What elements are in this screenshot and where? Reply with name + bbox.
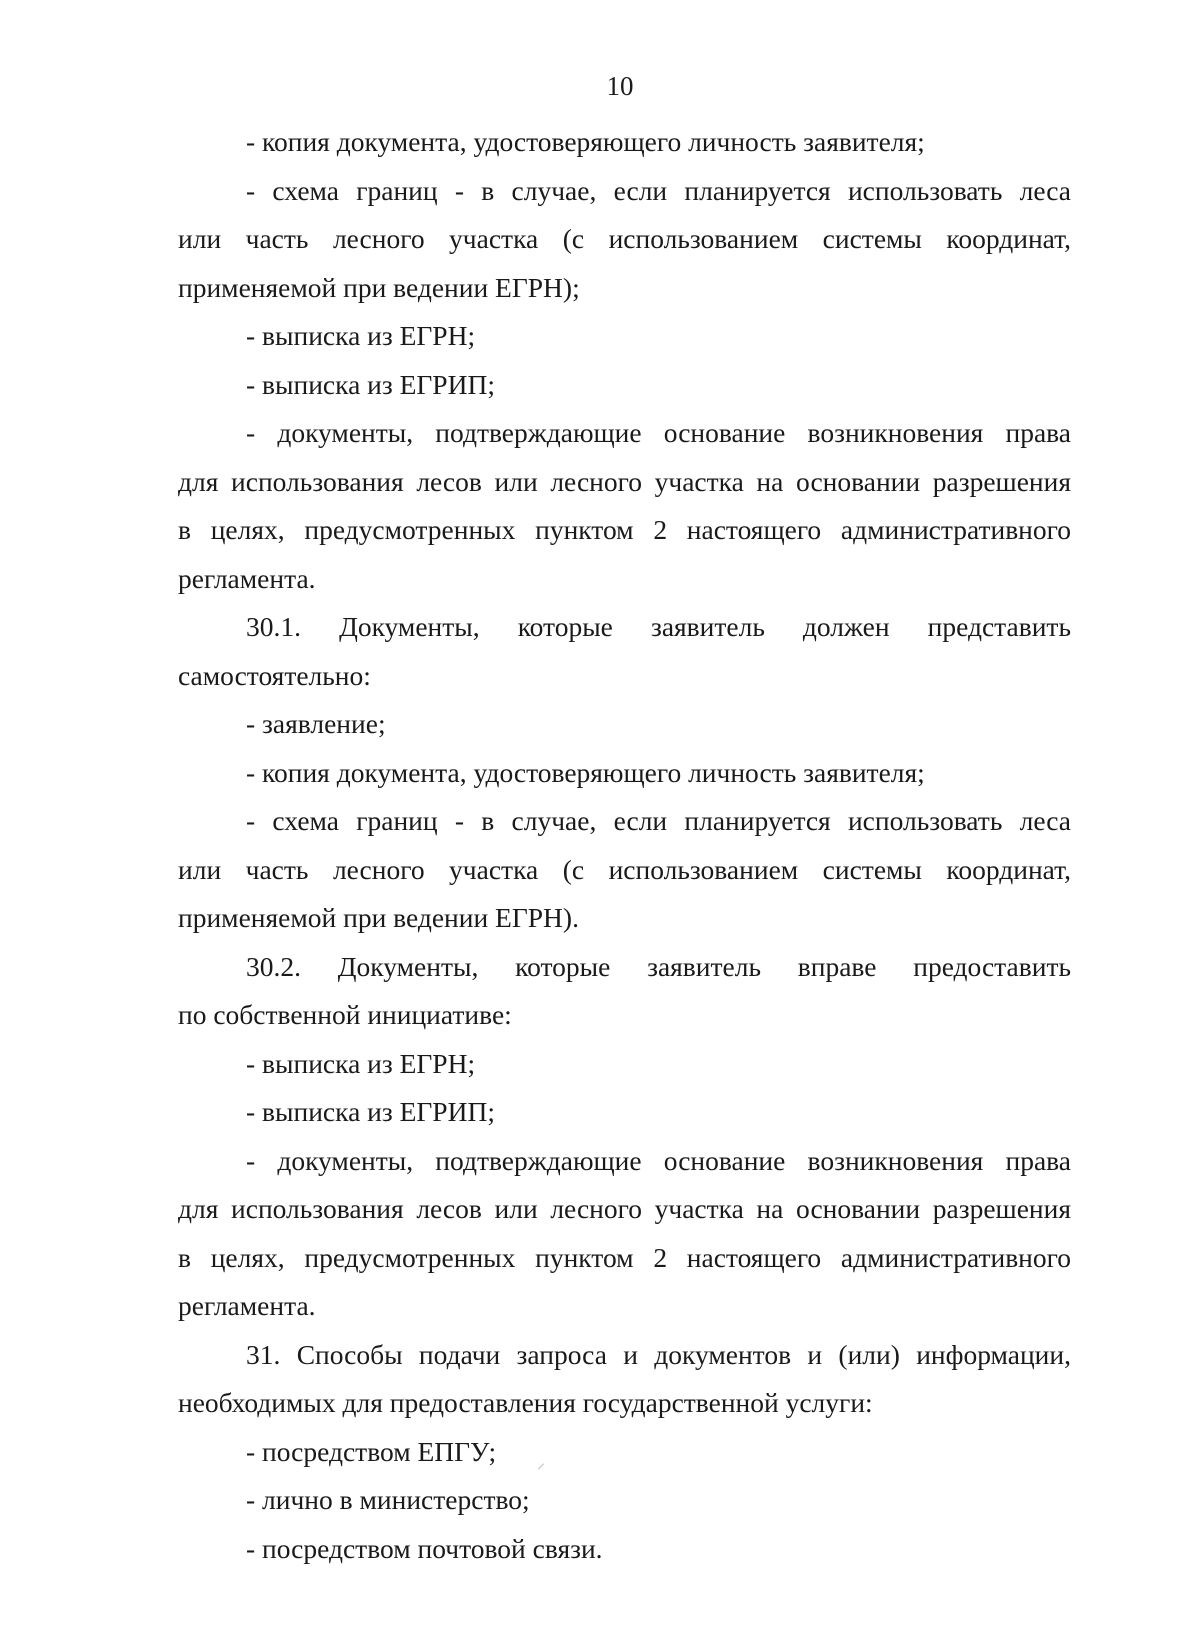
text-line: - посредством почтовой связи. [246,1532,603,1564]
text-line: в целях, предусмотренных пунктом 2 настоящего административного [178,1241,1071,1273]
text-line: - выписка из ЕГРН; [246,320,476,351]
text-line: - лично в министерство; [246,1484,530,1515]
document-body [178,118,1071,1573]
text-line: применяемой при ведении ЕГРН); [178,271,580,303]
text-line: - документы, подтверждающие основание возникновения права [246,417,1071,448]
text-line: - документы, подтверждающие основание возникновения права [246,1144,1071,1176]
text-line: для использования лесов или лесного участка на основании разрешения [178,1193,1071,1224]
text-line: - выписка из ЕГРИП; [246,368,495,400]
text-line: 30.2. Документы, которые заявитель вправе предоставить [246,950,1071,982]
text-line: или часть лесного участка (с использованием системы координат, [178,853,1071,885]
text-line: применяемой при ведении ЕГРН). [178,902,579,933]
text-line: необходимых для предоставления государственной услуги: [178,1387,873,1418]
text-line: - выписка из ЕГРИП; [246,1096,495,1127]
text-line: регламента. [178,562,316,594]
text-line: в целях, предусмотренных пунктом 2 настоящего административного [178,514,1071,545]
text-line: - копия документа, удостоверяющего личность заявителя; [246,126,925,157]
text-line: регламента. [178,1290,316,1321]
text-line: или часть лесного участка (с использованием системы координат, [178,223,1071,254]
text-line: - посредством ЕПГУ; [246,1435,497,1467]
text-line: для использования лесов или лесного участка на основании разрешения [178,465,1071,497]
text-line: - заявление; [246,708,386,739]
page-number: 10 [606,71,634,101]
text-line: - схема границ - в случае, если планируется использовать леса [246,805,1071,836]
text-line: 30.1. Документы, которые заявитель должен представить [246,611,1071,642]
text-line: 31. Способы подачи запроса и документов и (или) информации, [246,1338,1071,1370]
text-line: самостоятельно: [178,659,371,691]
text-line: - выписка из ЕГРН; [246,1047,476,1079]
text-line: - копия документа, удостоверяющего личность заявителя; [246,756,925,788]
text-line: по собственной инициативе: [178,999,512,1030]
text-line: - схема границ - в случае, если планируется использовать леса [246,174,1071,206]
